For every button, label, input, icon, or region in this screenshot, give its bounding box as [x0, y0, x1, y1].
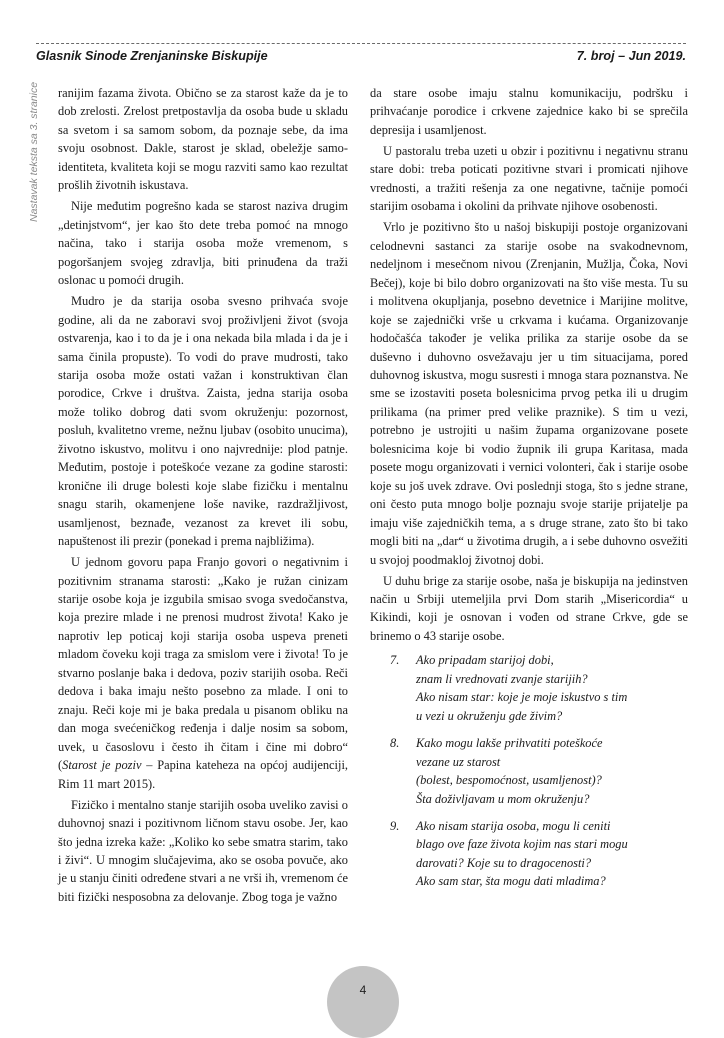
- header-dashed-rule: [36, 43, 686, 44]
- continuation-note: Nastavak teksta sa 3. stranice: [28, 82, 40, 223]
- reflection-questions: [370, 651, 688, 890]
- question-line: darovati? Koje su to dragocenosti?: [416, 855, 592, 870]
- question-item: [370, 817, 688, 891]
- question-number: 7.: [390, 653, 400, 668]
- question-line: Ako nisam star: koje je moje iskustvo s tim: [416, 690, 628, 705]
- paragraph: Vrlo je pozitivno što u našoj biskupiji postoje organizovani celodnevni sastanci za starije osobe na svakodnevnom, nedeljnom i mesečnom nivou (Zrenjanin, Mužlja, Čoka, Novi Bečej), koje bi bilo dobro organizovati na što više mesta. Tu su i molitvena okupljanja, posebno devetnice i Marijine molitve, koje se zajednički vrše u crkvama i kućama. Organizovanje hodočašća također je velika prilika za starije osobe da se duševno i duhovno osvežavaju jer u tim situacijama, pored duhovnog iskustva, mogu susresti i mnoga stara poznanstva. Ne sme se izostaviti poseta bolesnicima prvog petka ili u drugim prilikama (na primer pred velike praznike). S tim u vezi, potrebno je ustrojiti u našim župama organizovane posete bolesnicima koje bi vodio župnik ili grupa Karitasa, mada posete mogu organizovati i vernici volonteri, čak i starije osobe koje su još uvek zdrave. Ovi poslednji stoga, što s jedne strane, oni često puta mnogo bolje poznaju svoje starije prijatelje pa imaju više zajedničkih tema, a s druge strane, zato što bi tako mogli biti na „dar“ u životima drugih, a i sebe duhovno osvežiti u svojoj poodmakloj životnoj dobi.: [370, 220, 688, 567]
- left-column: [58, 84, 348, 909]
- page-number-badge: [327, 966, 399, 1038]
- citation-title: Starost je poziv: [62, 758, 142, 773]
- paragraph-quote: [58, 553, 348, 793]
- publication-title: Glasnik Sinode Zrenjaninske Biskupije: [36, 49, 268, 63]
- citation-source: – Papina kateheza na općoj audijenciji, Rim 11 mart 2015).: [58, 758, 348, 791]
- issue-date: 7. broj – Jun 2019.: [576, 49, 686, 63]
- paragraph: U duhu brige za starije osobe, naša je biskupija na jedinstven način u Srbiji utemeljila prvi Dom starih „Misericordia“ u Kikindi, koji je osnovan i vođen od strane Crkve, gde se brinemo o 43 starije osobe.: [370, 573, 688, 643]
- paragraph: Nije međutim pogrešno kada se starost naziva drugim „detinjstvom“, jer kao što dete treba pomoć na mnogo načina, tako i starija osoba može vremenom, s pogoršanjem svojeg zdravlja, biti prinuđena da traži oslonac u pomoći drugih.: [58, 199, 348, 288]
- paragraph: U pastoralu treba uzeti u obzir i pozitivnu i negativnu stranu stare dobi: treba poticati pozitivne stvari i promicati njihove vrednosti, a tražiti rešenja za one negativne, tačnije pomoći starijim osobama i okolini da prihvate njihove osobenosti.: [370, 143, 688, 214]
- paragraph: da stare osobe imaju stalnu komunikaciju, podršku i prihvaćanje porodice i crkvene zajednice kako bi se sprečila depresija i usamljenost.: [370, 86, 688, 137]
- page-number: 4: [359, 983, 367, 997]
- question-line: (bolest, bespomoćnost, usamljenost)?: [416, 773, 602, 788]
- question-line: znam li vrednovati zvanje starijih?: [416, 671, 588, 686]
- question-number: 8.: [390, 736, 400, 751]
- question-number: 9.: [390, 819, 400, 833]
- question-item: [370, 651, 688, 725]
- question-line: Šta doživljavam u mom okruženju?: [416, 791, 590, 806]
- paragraph: Fizičko i mentalno stanje starijih osoba uveliko zavisi o duhovnoj snazi i pozitivnom ličnom stavu osobe. Jer, kao što jedna izreka kaže: „Koliko ko sebe smatra starim, tako i živi“. U mnogim slučajevima, ako se osoba povuče, ako je u stanju činiti određene stvari a ne vrši ih, vremenom će biti fizički nesposobna za delovanje. Zbog toga je važno: [58, 797, 348, 904]
- paragraph: Mudro je da starija osoba svesno prihvaća svoje godine, ali da ne zaboravi svoj proživljeni život (svoja ostvarenja, kao i to da je i ona nekada bila mlada i da je i sama činila propuste). To vodi do prave mudrosti, tako starija osoba može ostati važan i konstruktivan član porodice, Crkve i društva. Zaista, jedna starija osoba može toliko dobrog dati svom okruženju: pozornost, posluh, kvalitetno vreme, nežnu ljubav (osobito unucima), životno iskustvo, molitvu i ono najvrednije: plod patnje. Međutim, postoje i poteškoće vezane za godine starosti: kronične ili druge bolesti koje slabe fizičku i mentalnu snagu starih, okamenjene loše navike, razdražljivost, usamljenost, beznađe, vezanost za krevet ili sobu, napuštenost ili prezir (ponekad i prema najbližima).: [58, 294, 348, 549]
- quote-text: U jednom govoru papa Franjo govori o negativnim i pozitivnim stranama starosti: „Kako je ružan cinizam starije osobe koja je izgubila smisao svoga svedočanstva, koja prezire mlade i ne prenosi mudrost života! Kako je naprotiv lep poticaj koji starija osoba uspeva preneti mladom čoveku koji traga za smislom vere i života! To je stvarno poslanje baka i dedova, poziv starijih osoba. Reči dedova i baka imaju nešto posebno za mlade. I oni to znaju. Reči koje mi je baka predala u pisanom obliku na dan moga svećeničkog ređenja i dalje nosim sa sobom, uvek, u časoslovu i često ih čitam i čine mi dobro“ (: [58, 555, 348, 773]
- question-line: Kako mogu lakše prihvatiti poteškoće: [416, 736, 603, 751]
- question-item: [370, 734, 688, 808]
- page-header: [36, 43, 686, 75]
- paragraph: ranijim fazama života. Obično se za starost kaže da je to dob zrelosti. Zrelost pretpostavlja da osoba bude u skladu sa svetom i sa samom sobom, da poznaje sebe, da ima svoju osobnost. Dakle, starost je sklad, obeležje samo-identiteta, kvaliteta koji se mogu razviti samo kao rezultat prošlih životnih iskustava.: [58, 86, 348, 193]
- question-line: u vezi u okruženju gde živim?: [416, 708, 563, 723]
- question-line: blago ove faze života kojim nas stari mogu: [416, 837, 628, 852]
- question-line: Ako sam star, šta mogu dati mladima?: [416, 874, 606, 889]
- question-line: Ako pripadam starijoj dobi,: [416, 653, 554, 668]
- right-column: [370, 84, 688, 900]
- question-line: Ako nisam starija osoba, mogu li ceniti: [416, 819, 611, 833]
- question-line: vezane uz starost: [416, 754, 501, 769]
